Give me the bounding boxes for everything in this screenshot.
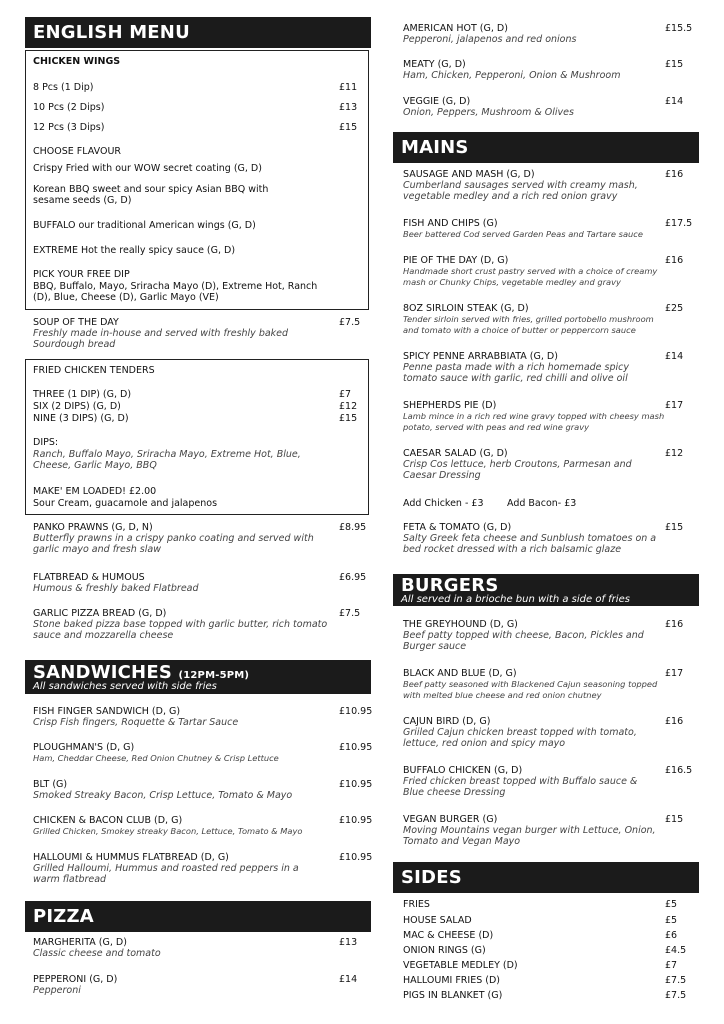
menu-item-sandwich bbox=[33, 742, 338, 764]
addon-chicken: Add Chicken - £3 bbox=[403, 498, 484, 509]
item-name: FETA & TOMATO (G, D) bbox=[403, 522, 512, 533]
item-name: SAUSAGE AND MASH (G, D) bbox=[403, 169, 535, 180]
item-desc: Pepperoni, jalapenos and red onions bbox=[403, 34, 577, 45]
item-price: £15 bbox=[665, 522, 684, 533]
menu-item-burger bbox=[403, 716, 643, 749]
item-desc: Stone baked pizza base topped with garlic butter, rich tomato sauce and mozzarella cheese bbox=[33, 619, 328, 641]
wings-size-name: 12 Pcs (3 Dips) bbox=[33, 122, 105, 133]
side-item-name: FRIES bbox=[403, 899, 430, 910]
menu-item-burger bbox=[403, 814, 658, 847]
menu-item-soup bbox=[33, 317, 303, 350]
english-menu-title: ENGLISH MENU bbox=[33, 22, 190, 43]
tenders-size-name: NINE (3 DIPS) (G, D) bbox=[33, 413, 129, 424]
chicken-wings-heading: CHICKEN WINGS bbox=[33, 56, 121, 67]
pizza-header bbox=[25, 901, 371, 932]
item-desc: Beef patty topped with cheese, Bacon, Pickles and Burger sauce bbox=[403, 630, 644, 652]
item-name: VEGGIE (G, D) bbox=[403, 96, 471, 107]
item-desc: Humous & freshly baked Flatbread bbox=[33, 583, 199, 594]
item-desc: Ham, Chicken, Pepperoni, Onion & Mushroom bbox=[403, 70, 621, 81]
item-price: £17 bbox=[665, 400, 684, 411]
side-item-name: HOUSE SALAD bbox=[403, 915, 472, 926]
menu-item-panko-prawns bbox=[33, 522, 333, 555]
item-price: £8.95 bbox=[339, 522, 367, 533]
menu-item-flatbread bbox=[33, 572, 333, 594]
item-name: BUFFALO CHICKEN (G, D) bbox=[403, 765, 523, 776]
item-name: CAJUN BIRD (D, G) bbox=[403, 716, 491, 727]
menu-item-pizza bbox=[403, 59, 658, 81]
burgers-header bbox=[393, 574, 699, 606]
item-price: £15 bbox=[665, 59, 684, 70]
tenders-size-price: £7 bbox=[339, 389, 352, 400]
item-name: PLOUGHMAN'S (D, G) bbox=[33, 742, 135, 753]
item-name: SOUP OF THE DAY bbox=[33, 317, 119, 328]
item-price: £16 bbox=[665, 619, 684, 630]
wings-size-price: £13 bbox=[339, 102, 358, 113]
menu-item-main bbox=[403, 169, 665, 202]
item-desc: Grilled Chicken, Smokey streaky Bacon, Lettuce, Tomato & Mayo bbox=[33, 826, 303, 836]
flavour-option: BUFFALO our traditional American wings (G, D) bbox=[33, 220, 256, 231]
menu-item-pizza bbox=[33, 937, 333, 959]
item-price: £10.95 bbox=[339, 852, 373, 863]
item-name: PANKO PRAWNS (G, D, N) bbox=[33, 522, 153, 533]
item-desc: Penne pasta made with a rich homemade spicy tomato sauce with garlic, red chilli and olive oil bbox=[403, 362, 630, 384]
burgers-subtitle: All served in a brioche bun with a side of fries bbox=[401, 594, 630, 605]
menu-item-burger bbox=[403, 765, 658, 798]
wings-size-name: 8 Pcs (1 Dip) bbox=[33, 82, 94, 93]
item-name: MEATY (G, D) bbox=[403, 59, 466, 70]
loaded-desc: Sour Cream, guacamole and jalapenos bbox=[33, 498, 218, 509]
item-price: £6.95 bbox=[339, 572, 367, 583]
side-item-price: £5 bbox=[665, 915, 678, 926]
item-price: £12 bbox=[665, 448, 684, 459]
item-price: £15.5 bbox=[665, 23, 693, 34]
sides-header bbox=[393, 862, 699, 893]
menu-item-garlic-pizza-bread bbox=[33, 608, 333, 641]
menu-item-pizza bbox=[403, 23, 653, 45]
menu-item-pizza bbox=[33, 974, 333, 996]
item-desc: Beer battered Cod served Garden Peas and Tartare sauce bbox=[403, 229, 643, 239]
item-desc: Crisp Fish fingers, Roquette & Tartar Sauce bbox=[33, 717, 239, 728]
item-name: THE GREYHOUND (D, G) bbox=[403, 619, 518, 630]
item-price: £10.95 bbox=[339, 742, 373, 753]
item-desc: Freshly made in-house and served with freshly baked Sourdough bread bbox=[33, 328, 289, 350]
item-price: £7.5 bbox=[339, 317, 361, 328]
item-desc: Moving Mountains vegan burger with Lettuce, Onion, Tomato and Vegan Mayo bbox=[403, 825, 656, 847]
burgers-title: BURGERS bbox=[401, 575, 499, 596]
loaded-heading: MAKE' EM LOADED! £2.00 bbox=[33, 486, 157, 497]
dip-heading: PICK YOUR FREE DIP bbox=[33, 269, 130, 280]
menu-item-burger bbox=[403, 619, 658, 652]
item-name: SHEPHERDS PIE (D) bbox=[403, 400, 497, 411]
side-item-name: HALLOUMI FRIES (D) bbox=[403, 975, 500, 986]
side-item-price: £7 bbox=[665, 960, 678, 971]
side-item-price: £4.5 bbox=[665, 945, 687, 956]
item-price: £14 bbox=[665, 96, 684, 107]
wings-size-price: £15 bbox=[339, 122, 358, 133]
side-item-price: £7.5 bbox=[665, 975, 687, 986]
mains-header bbox=[393, 132, 699, 163]
tenders-heading: FRIED CHICKEN TENDERS bbox=[33, 365, 155, 376]
tenders-size-name: THREE (1 DIP) (G, D) bbox=[33, 389, 132, 400]
side-item-price: £7.5 bbox=[665, 990, 687, 1001]
side-item-price: £6 bbox=[665, 930, 678, 941]
menu-item-main bbox=[403, 218, 665, 240]
menu-item-sandwich bbox=[33, 815, 338, 837]
item-desc: Salty Greek feta cheese and Sunblush tomatoes on a bed rocket dressed with a rich balsamic glaze bbox=[403, 533, 657, 555]
menu-item-sandwich bbox=[33, 852, 318, 885]
flavour-option: Korean BBQ sweet and sour spicy Asian BBQ with sesame seeds (G, D) bbox=[33, 184, 269, 206]
wings-size-name: 10 Pcs (2 Dips) bbox=[33, 102, 105, 113]
item-price: £14 bbox=[665, 351, 684, 362]
sides-title: SIDES bbox=[401, 867, 462, 888]
item-price: £16.5 bbox=[665, 765, 693, 776]
item-name: BLT (G) bbox=[33, 779, 68, 790]
item-name: HALLOUMI & HUMMUS FLATBREAD (D, G) bbox=[33, 852, 229, 863]
item-price: £10.95 bbox=[339, 779, 373, 790]
item-name: GARLIC PIZZA BREAD (G, D) bbox=[33, 608, 167, 619]
item-price: £17.5 bbox=[665, 218, 693, 229]
sandwiches-title-wrap bbox=[33, 664, 249, 682]
item-name: FISH FINGER SANDWICH (D, G) bbox=[33, 706, 181, 717]
item-desc: Ham, Cheddar Cheese, Red Onion Chutney & Crisp Lettuce bbox=[33, 753, 279, 763]
item-name: VEGAN BURGER (G) bbox=[403, 814, 498, 825]
item-desc: Fried chicken breast topped with Buffalo sauce & Blue cheese Dressing bbox=[403, 776, 638, 798]
item-desc: Butterfly prawns in a crispy panko coating and served with garlic mayo and fresh slaw bbox=[33, 533, 314, 555]
menu-item-feta bbox=[403, 522, 665, 555]
menu-item-burger bbox=[403, 668, 665, 701]
item-name: CHICKEN & BACON CLUB (D, G) bbox=[33, 815, 183, 826]
item-price: £17 bbox=[665, 668, 684, 679]
sandwiches-header bbox=[25, 660, 371, 694]
sandwiches-title: SANDWICHES bbox=[33, 662, 172, 683]
item-desc: Smoked Streaky Bacon, Crisp Lettuce, Tomato & Mayo bbox=[33, 790, 293, 801]
item-desc: Cumberland sausages served with creamy mash, vegetable medley and a rich red onion gravy bbox=[403, 180, 638, 202]
side-item-name: ONION RINGS (G) bbox=[403, 945, 486, 956]
item-price: £16 bbox=[665, 169, 684, 180]
menu-item-main bbox=[403, 400, 671, 433]
english-menu-header bbox=[25, 17, 371, 48]
item-desc: Tender sirloin served with fries, grilled portobello mushroom and tomato with a choice of butter or peppercorn sauce bbox=[403, 314, 654, 335]
flavour-option: Crispy Fried with our WOW secret coating (G, D) bbox=[33, 163, 262, 174]
item-price: £25 bbox=[665, 303, 684, 314]
item-name: SPICY PENNE ARRABBIATA (G, D) bbox=[403, 351, 558, 362]
menu-item-main bbox=[403, 351, 665, 384]
item-name: BLACK AND BLUE (D, G) bbox=[403, 668, 517, 679]
item-name: FLATBREAD & HUMOUS bbox=[33, 572, 145, 583]
item-name: CAESAR SALAD (G, D) bbox=[403, 448, 508, 459]
flavour-option: EXTREME Hot the really spicy sauce (G, D) bbox=[33, 245, 236, 256]
sandwiches-hours: (12PM-5PM) bbox=[178, 670, 250, 681]
menu-item-main bbox=[403, 448, 665, 481]
chicken-wings-box bbox=[25, 50, 369, 310]
sandwiches-subtitle: All sandwiches served with side fries bbox=[33, 681, 217, 692]
menu-item-pizza bbox=[403, 96, 653, 118]
item-desc: Lamb mince in a rich red wine gravy topped with cheesy mash potato, served with peas and red wine gravy bbox=[403, 411, 665, 432]
item-name: PIE OF THE DAY (D, G) bbox=[403, 255, 509, 266]
item-desc: Classic cheese and tomato bbox=[33, 948, 161, 959]
flavour-heading: CHOOSE FLAVOUR bbox=[33, 146, 122, 157]
addon-bacon: Add Bacon- £3 bbox=[507, 498, 577, 509]
item-price: £10.95 bbox=[339, 815, 373, 826]
tenders-size-price: £15 bbox=[339, 413, 358, 424]
item-desc: Beef patty seasoned with Blackened Cajun seasoning topped with melted blue cheese and red onion chutney bbox=[403, 679, 658, 700]
tenders-size-price: £12 bbox=[339, 401, 358, 412]
menu-item-sandwich bbox=[33, 706, 333, 728]
item-desc: Pepperoni bbox=[33, 985, 81, 996]
item-desc: Griiled Cajun chicken breast topped with tomato, lettuce, red onion and spicy mayo bbox=[403, 727, 637, 749]
item-price: £15 bbox=[665, 814, 684, 825]
tenders-dips-heading: DIPS: bbox=[33, 437, 59, 448]
item-name: MARGHERITA (G, D) bbox=[33, 937, 127, 948]
side-item-name: VEGETABLE MEDLEY (D) bbox=[403, 960, 518, 971]
dip-list: BBQ, Buffalo, Mayo, Sriracha Mayo (D), Extreme Hot, Ranch (D), Blue, Cheese (D), Garlic Mayo (VE) bbox=[33, 281, 318, 303]
item-name: 8OZ SIRLOIN STEAK (G, D) bbox=[403, 303, 529, 314]
item-price: £16 bbox=[665, 255, 684, 266]
mains-title: MAINS bbox=[401, 137, 469, 158]
item-price: £7.5 bbox=[339, 608, 361, 619]
item-desc: Crisp Cos lettuce, herb Croutons, Parmesan and Caesar Dressing bbox=[403, 459, 632, 481]
tenders-dips-list: Ranch, Buffalo Mayo, Sriracha Mayo, Extreme Hot, Blue, Cheese, Garlic Mayo, BBQ bbox=[33, 449, 301, 471]
item-desc: Onion, Peppers, Mushroom & Olives bbox=[403, 107, 574, 118]
tenders-size-name: SIX (2 DIPS) (G, D) bbox=[33, 401, 121, 412]
item-desc: Grilled Halloumi, Hummus and roasted red peppers in a warm flatbread bbox=[33, 863, 299, 885]
side-item-name: MAC & CHEESE (D) bbox=[403, 930, 494, 941]
item-price: £13 bbox=[339, 937, 358, 948]
item-price: £10.95 bbox=[339, 706, 373, 717]
menu-item-sandwich bbox=[33, 779, 333, 801]
item-desc: Handmade short crust pastry served with a choice of creamy mash or Chunky Chips, vegetable medley and gravy bbox=[403, 266, 658, 287]
item-name: PEPPERONI (G, D) bbox=[33, 974, 118, 985]
item-price: £14 bbox=[339, 974, 358, 985]
menu-item-main bbox=[403, 255, 665, 288]
item-price: £16 bbox=[665, 716, 684, 727]
side-item-name: PIGS IN BLANKET (G) bbox=[403, 990, 503, 1001]
side-item-price: £5 bbox=[665, 899, 678, 910]
item-name: AMERICAN HOT (G, D) bbox=[403, 23, 508, 34]
chicken-tenders-box bbox=[25, 359, 369, 515]
item-name: FISH AND CHIPS (G) bbox=[403, 218, 498, 229]
menu-item-main bbox=[403, 303, 671, 336]
wings-size-price: £11 bbox=[339, 82, 358, 93]
pizza-title: PIZZA bbox=[33, 906, 94, 927]
